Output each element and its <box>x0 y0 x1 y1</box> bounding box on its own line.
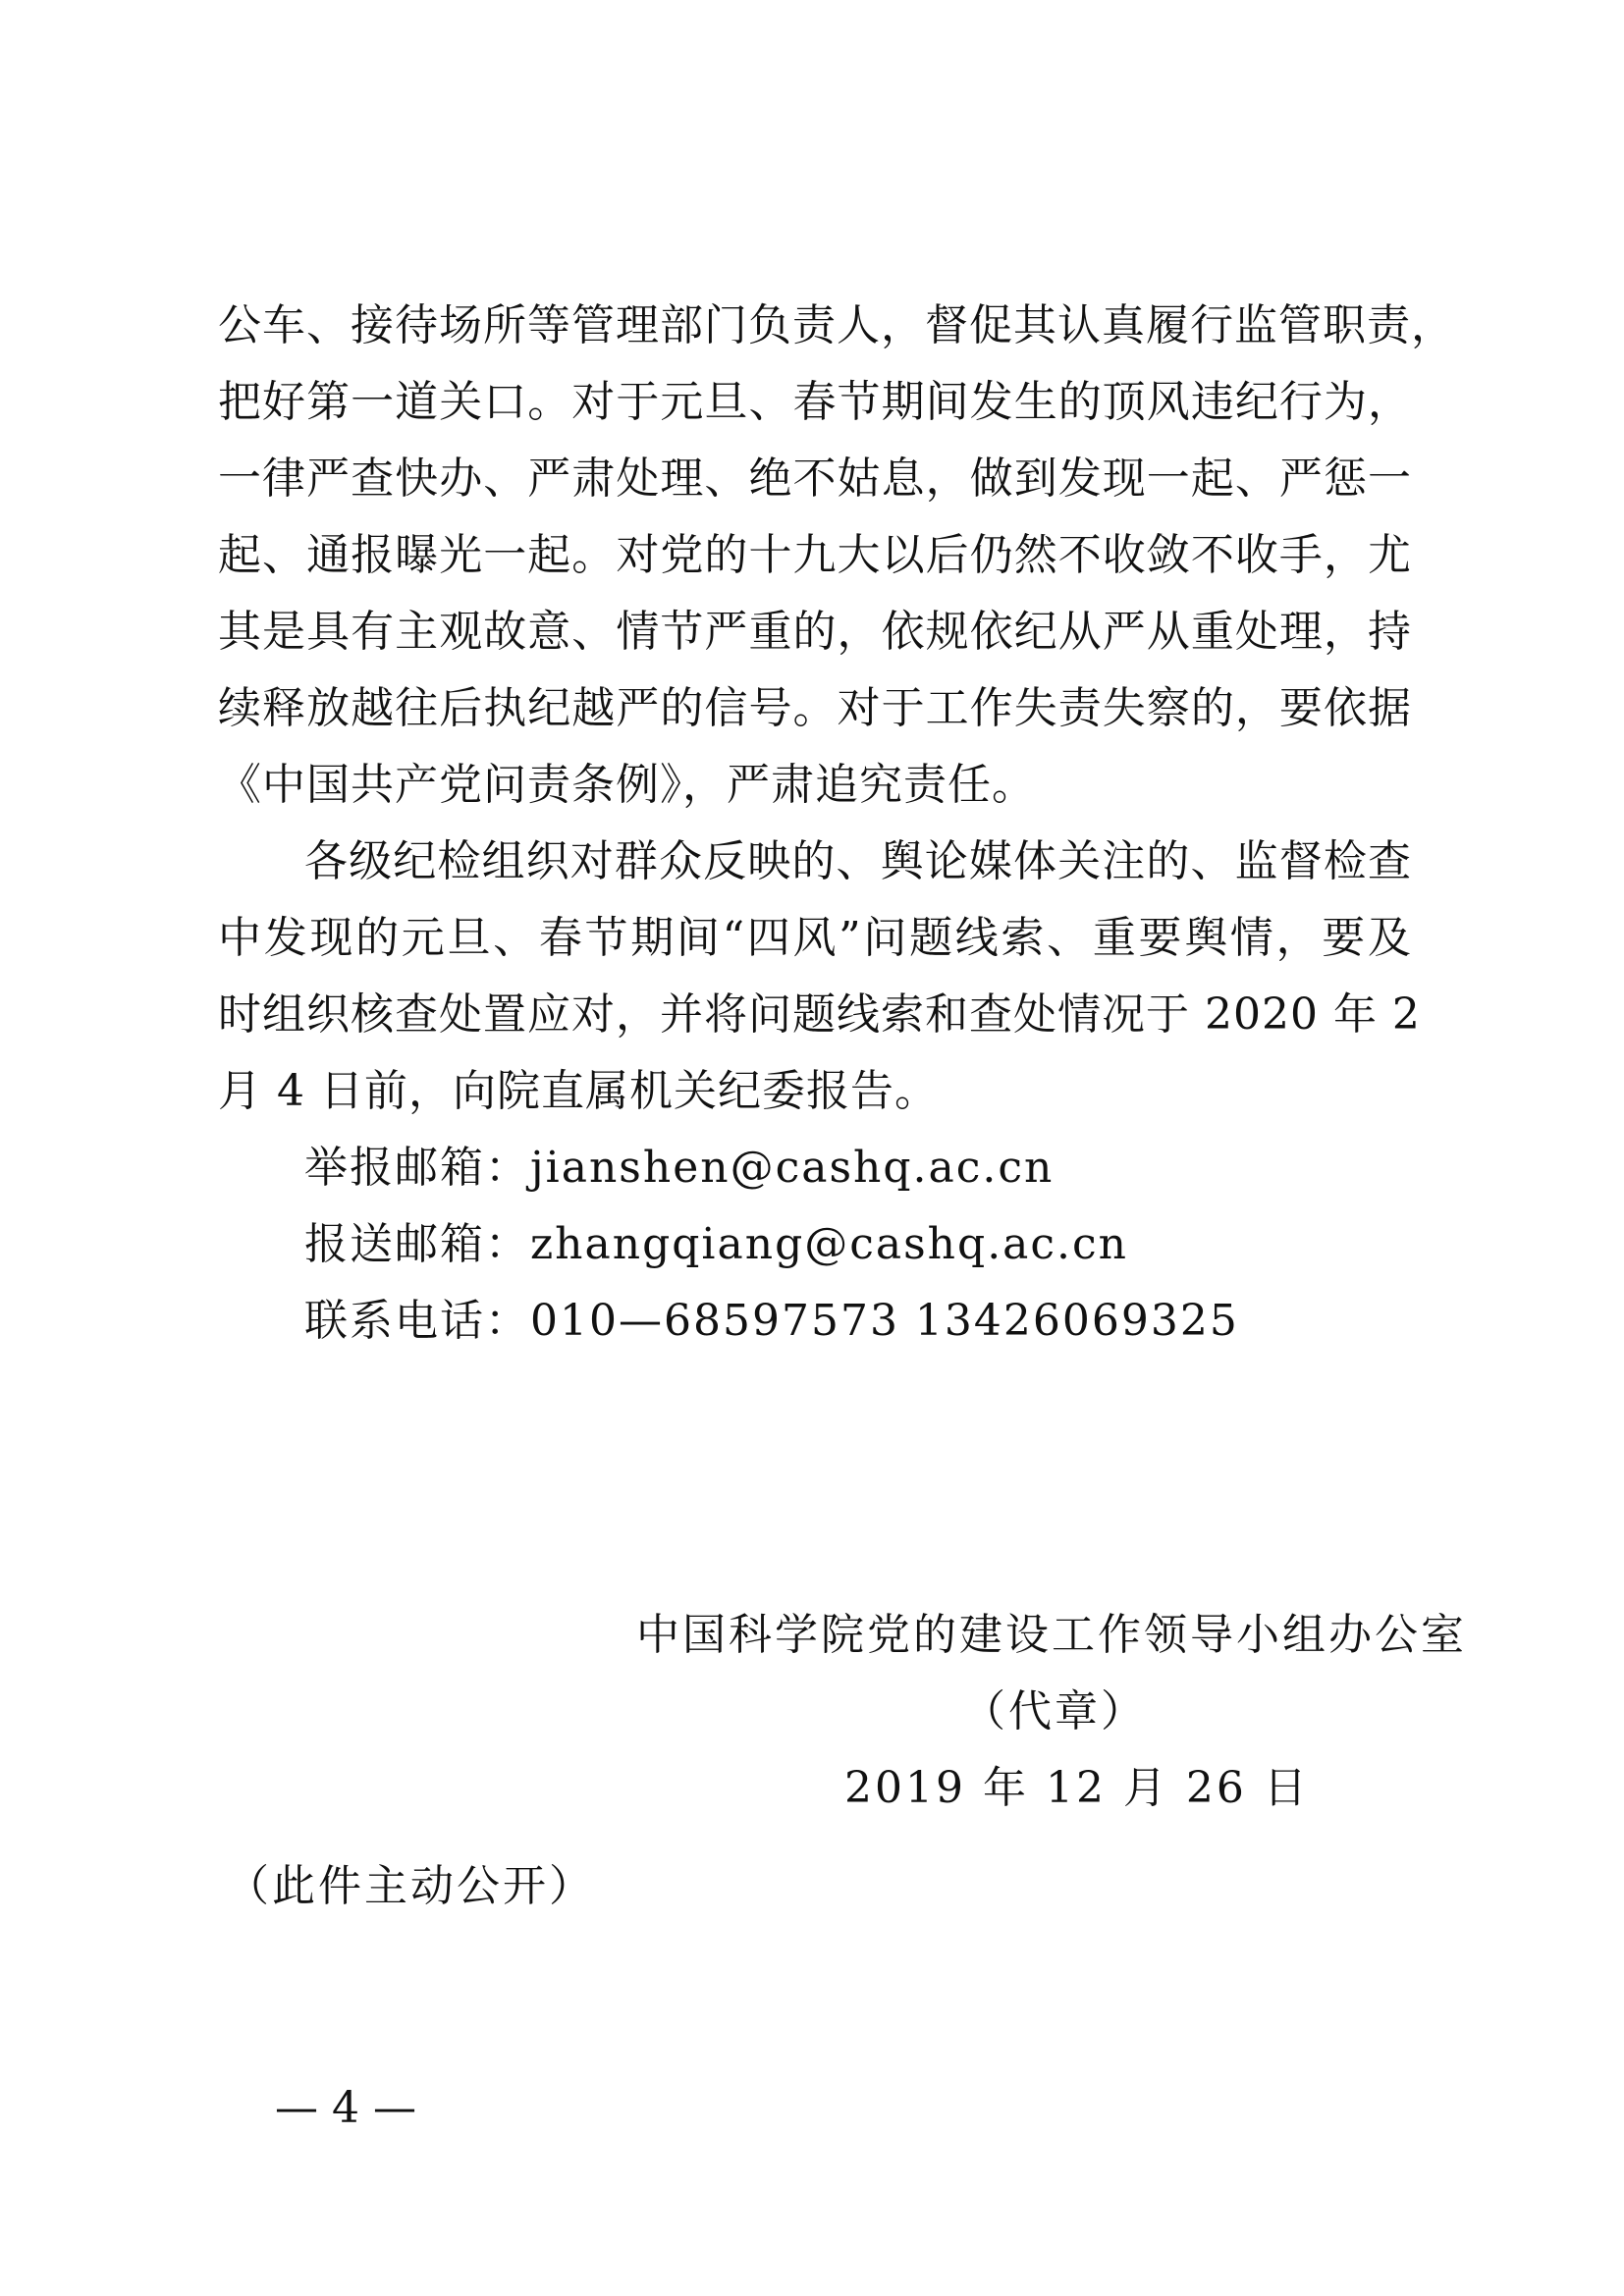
paragraph1-line-1: 公车、接待场所等管理部门负责人，督促其认真履行监管职责， <box>218 300 1455 350</box>
signature-org: 中国科学院党的建设工作领导小组办公室 <box>636 1610 1467 1660</box>
contact-phone-line: 联系电话：010—68597573 13426069325 <box>304 1296 1239 1346</box>
paragraph1-line-5: 其是具有主观故意、情节严重的，依规依纪从严从重处理，持 <box>218 607 1412 657</box>
page-number: — 4 — <box>275 2083 416 2133</box>
signature-date: 2019 年 12 月 26 日 <box>844 1763 1310 1813</box>
paragraph1-line-3: 一律严查快办、严肃处理、绝不姑息，做到发现一起、严惩一 <box>218 454 1412 504</box>
disclosure-note: （此件主动公开） <box>226 1861 595 1911</box>
paragraph2-line-3: 时组织核查处置应对，并将问题线索和查处情况于 2020 年 2 <box>218 989 1421 1040</box>
submit-email-line: 报送邮箱：zhangqiang@cashq.ac.cn <box>304 1219 1129 1269</box>
report-email-line: 举报邮箱：jianshen@cashq.ac.cn <box>304 1143 1055 1193</box>
paragraph2-line-2: 中发现的元旦、春节期间“四风”问题线索、重要舆情，要及 <box>218 913 1412 963</box>
paragraph2-line-4: 月 4 日前，向院直属机关纪委报告。 <box>218 1066 939 1116</box>
paragraph1-line-7: 《中国共产党问责条例》，严肃追究责任。 <box>218 760 1036 810</box>
signature-seal-note: （代章） <box>962 1686 1147 1736</box>
paragraph1-line-4: 起、通报曝光一起。对党的十九大以后仍然不收敛不收手，尤 <box>218 530 1412 580</box>
paragraph2-line-1: 各级纪检组织对群众反映的、舆论媒体关注的、监督检查 <box>304 836 1412 886</box>
paragraph1-line-6: 续释放越往后执纪越严的信号。对于工作失责失察的，要依据 <box>218 683 1412 733</box>
paragraph1-line-2: 把好第一道关口。对于元旦、春节期间发生的顶风违纪行为， <box>218 377 1412 427</box>
